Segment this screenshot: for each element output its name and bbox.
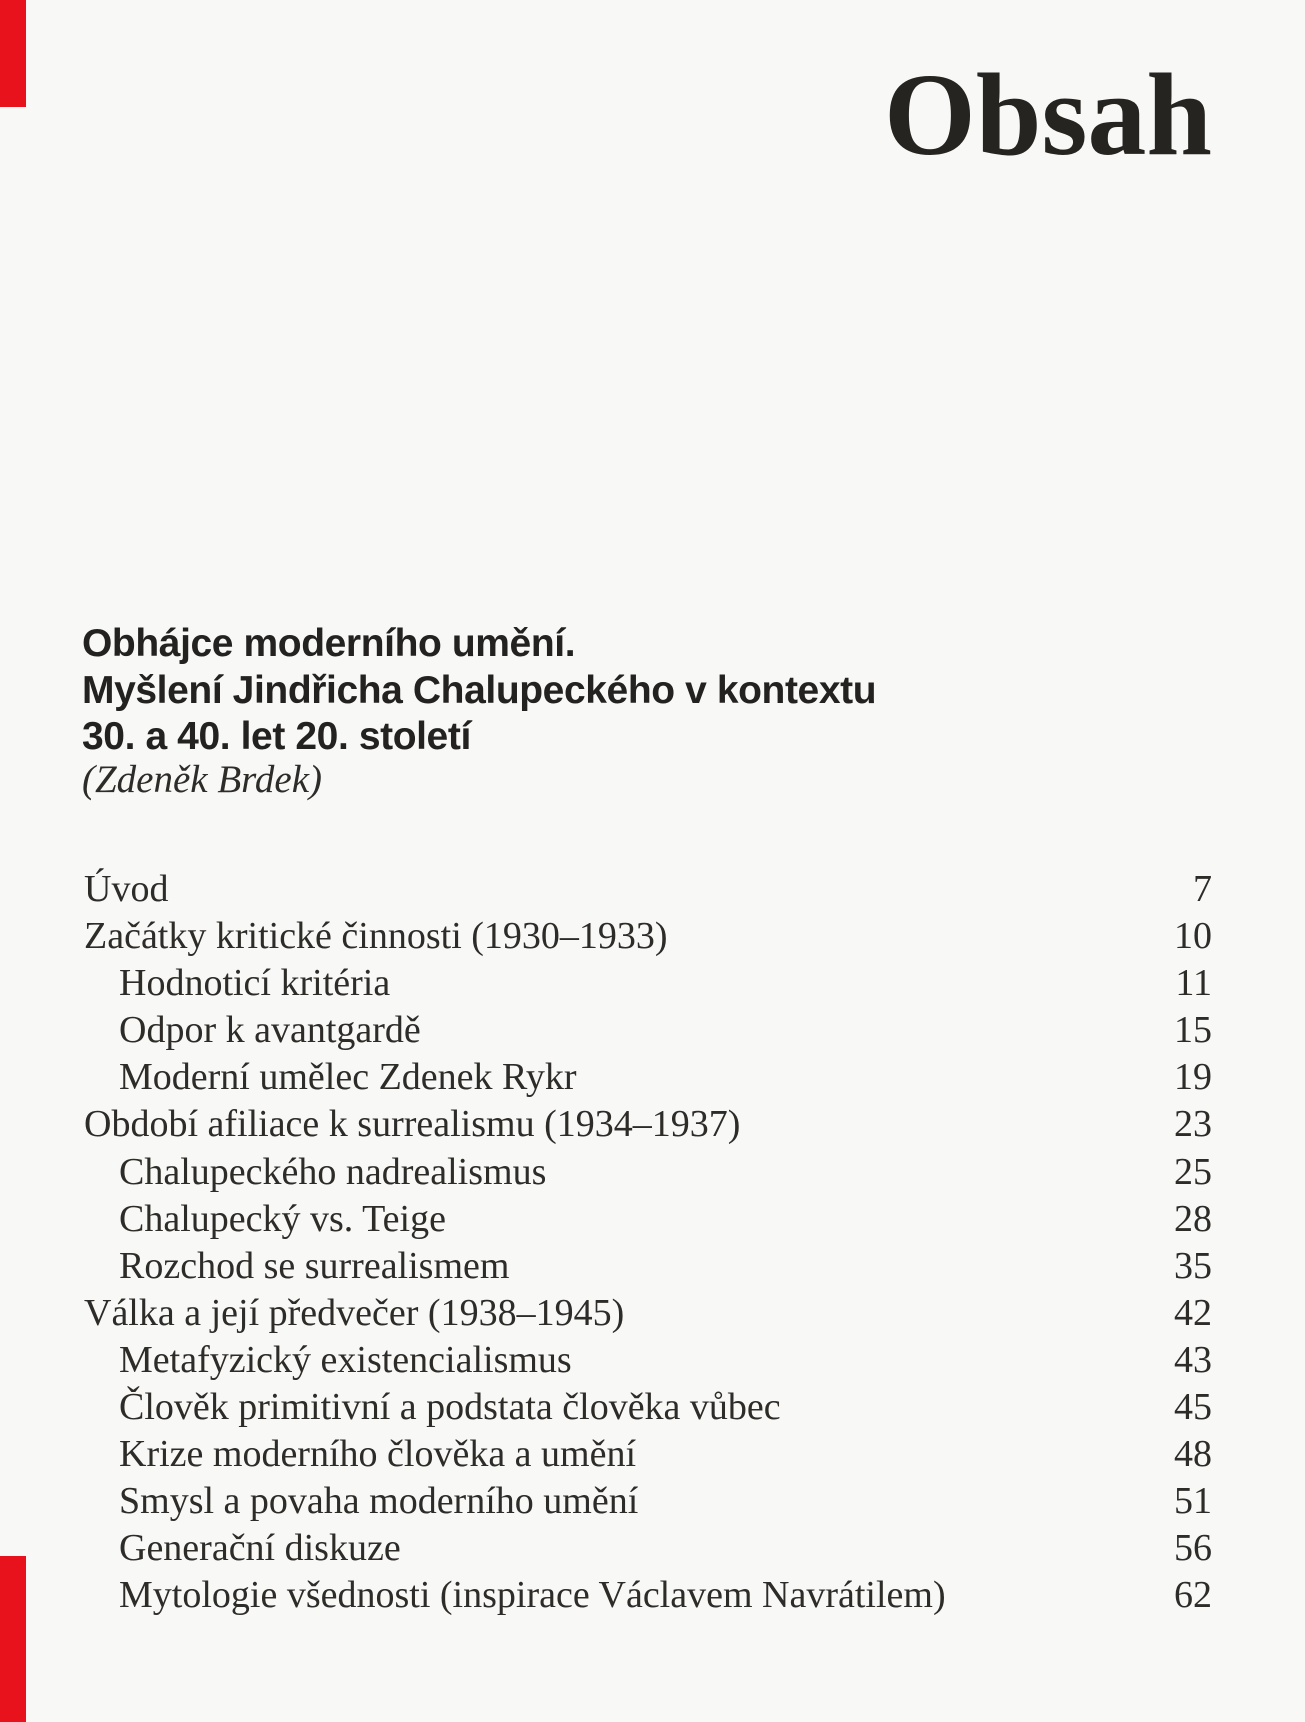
toc-entry-label: Období afiliace k surrealismu (1934–1937)	[84, 1103, 741, 1146]
toc-entry-label: Generační diskuze	[119, 1527, 401, 1570]
toc-entry-label: Mytologie všednosti (inspirace Václavem Navrátilem)	[119, 1574, 946, 1617]
toc-page-number: 23	[1174, 1103, 1212, 1146]
toc-entry-label: Krize moderního člověka a umění	[119, 1433, 637, 1476]
toc-entry-label: Úvod	[84, 868, 169, 910]
toc-page-number: 10	[1174, 915, 1212, 958]
toc-page-number: 51	[1174, 1480, 1212, 1523]
red-edge-mark-top	[0, 0, 26, 107]
author-name: (Zdeněk Brdek)	[82, 758, 323, 801]
toc-row	[84, 1572, 1212, 1619]
toc-page-number: 56	[1174, 1527, 1212, 1570]
toc-row	[84, 866, 1212, 913]
toc-row	[84, 1290, 1212, 1337]
toc-entry-label: Válka a její předvečer (1938–1945)	[84, 1291, 625, 1334]
toc-page-number: 35	[1174, 1244, 1212, 1287]
toc-page-number: 15	[1174, 1009, 1212, 1052]
toc-entry-label: Chalupeckého nadrealismus	[119, 1150, 547, 1193]
toc-row	[84, 1478, 1212, 1525]
toc-row	[84, 1149, 1212, 1196]
toc-row	[84, 1101, 1212, 1148]
section-heading	[82, 621, 876, 761]
section-heading-line-1: Obhájce moderního umění.	[82, 622, 576, 665]
toc-row	[84, 1007, 1212, 1054]
toc-page-number: 11	[1175, 962, 1212, 1005]
toc-row	[84, 1384, 1212, 1431]
toc-page-number: 28	[1174, 1197, 1212, 1240]
toc-entry-label: Metafyzický existencialismus	[119, 1338, 572, 1381]
toc-page-number: 7	[1193, 868, 1212, 910]
toc-row	[84, 1431, 1212, 1478]
toc-row	[84, 1525, 1212, 1572]
table-of-contents	[84, 866, 1212, 1620]
toc-page-number: 48	[1174, 1433, 1212, 1476]
toc-row	[84, 913, 1212, 960]
toc-page-number: 43	[1174, 1338, 1212, 1381]
toc-row	[84, 1243, 1212, 1290]
toc-page-number: 45	[1174, 1386, 1212, 1429]
toc-entry-label: Moderní umělec Zdenek Rykr	[119, 1056, 577, 1099]
toc-row	[84, 1337, 1212, 1384]
toc-entry-label: Začátky kritické činnosti (1930–1933)	[84, 915, 668, 958]
page-title: Obsah	[884, 49, 1212, 180]
toc-row	[84, 960, 1212, 1007]
toc-page-number: 42	[1174, 1291, 1212, 1334]
toc-entry-label: Odpor k avantgardě	[119, 1009, 421, 1052]
toc-entry-label: Hodnoticí kritéria	[119, 962, 391, 1005]
section-heading-line-3: 30. a 40. let 20. století	[82, 715, 471, 758]
toc-entry-label: Rozchod se surrealismem	[119, 1244, 510, 1287]
toc-row	[84, 1054, 1212, 1101]
toc-page-number: 25	[1174, 1150, 1212, 1193]
red-edge-mark-bottom	[0, 1556, 26, 1722]
toc-entry-label: Člověk primitivní a podstata člověka vůbec	[119, 1386, 781, 1429]
section-heading-line-2: Myšlení Jindřicha Chalupeckého v kontextu	[82, 668, 877, 712]
toc-row	[84, 1196, 1212, 1243]
toc-entry-label: Smysl a povaha moderního umění	[119, 1480, 639, 1523]
toc-entry-label: Chalupecký vs. Teige	[119, 1197, 446, 1240]
toc-page-number: 62	[1174, 1574, 1212, 1617]
toc-page-number: 19	[1174, 1056, 1212, 1099]
